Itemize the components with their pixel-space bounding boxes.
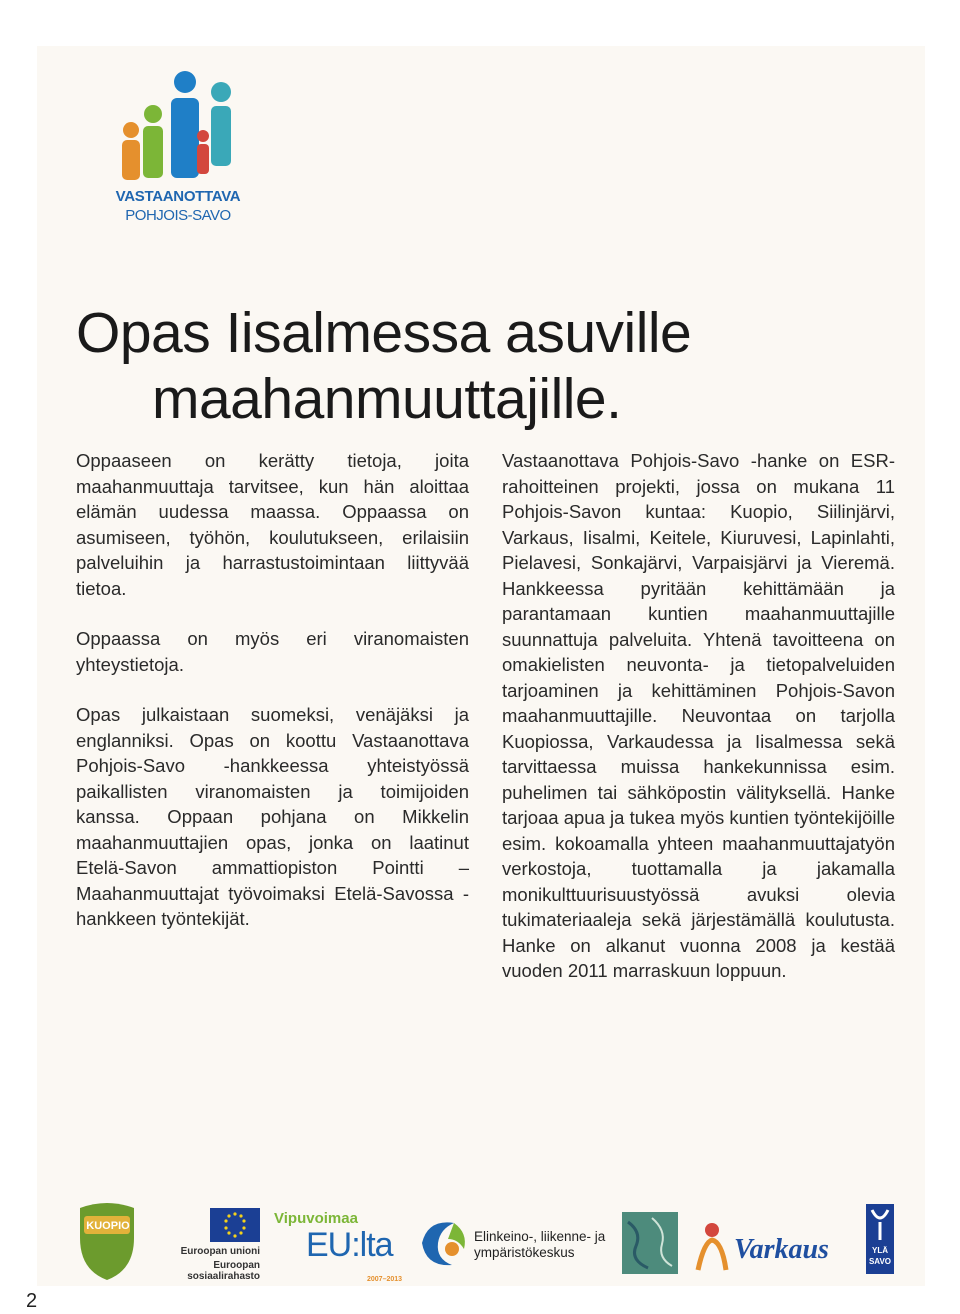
logo-text-line1: VASTAANOTTAVA (115, 188, 241, 205)
page-title (76, 300, 896, 432)
right-column (502, 448, 895, 984)
ely-label-line2: ympäristökeskus (474, 1245, 575, 1260)
ylasavo-label-line2: SAVO (868, 1257, 892, 1266)
ylasavo-label-line1: YLÄ (872, 1246, 888, 1255)
eu-union-label: Euroopan unioni (180, 1246, 260, 1257)
left-paragraph-1: Oppaaseen on kerätty tietoja, joita maahanmuuttaja tarvitsee, kun hän aloittaa elämän uudessa maassa. Oppaassa on asumiseen, työhön, koulutukseen, erilaisiin palveluihin ja harrastustoimintaan liittyvää tietoa. (76, 450, 469, 599)
varkaus-logo (690, 1218, 860, 1278)
title-line2: maahanmuuttajille. (152, 367, 622, 432)
esr-label: Euroopan sosiaalirahasto (187, 1260, 260, 1282)
kuopio-logo (74, 1198, 140, 1282)
eu-flag-icon (210, 1208, 260, 1242)
right-paragraph-1: Vastaanottava Pohjois-Savo -hanke on ESR-rahoitteinen projekti, jossa on mukana 11 Pohjois-Savon kuntaa: Kuopio, Siilinjärvi, Varkaus, Iisalmi, Keitele, Kiuruvesi, Lapinlahti, Pielavesi, Sonkajärvi, Varpaisjärvi ja Vieremä. Hankkeessa pyritään kehittämään ja parantamaan kuntien maahanmuuttajille suunnattuja palveluita. Yhtenä tavoitteena on omakielisten neuvonta- ja tietopalveluiden tarjoaminen ja kehittäminen Pohjois-Savon maahanmuuttajille. Neuvontaa on tarjolla Kuopiossa, Varkaudessa ja Iisalmessa sekä tarvittaessa muissa hankekunnissa esim. puhelimen tai sähköpostin välityksellä. Hanke tarjoaa apua ja tukea myös kuntien työntekijöille esim. kokoamalla yhteen maahanmuuttajatyön verkostoja, tuottamalla ja jakamalla monikulttuurisuustyössä avuksi olevia tukimateriaaleja sekä järjestämällä koulutusta. Hanke on alkanut vuonna 2008 ja kestää vuoden 2011 marraskuun loppuun. (502, 450, 895, 981)
ely-swirl-icon (418, 1215, 470, 1271)
vipuvoimaa-eulta-logo (272, 1210, 407, 1283)
eulta-years: 2007–2013 (367, 1276, 403, 1283)
kuopio-label: KUOPIO (86, 1220, 130, 1232)
left-paragraph-3: Opas julkaistaan suomeksi, venäjäksi ja englanniksi. Opas on koottu Vastaanottava Pohjois-Savo -hankkeessa yhteistyössä paikallisten viranomaisten ja toimijoiden kanssa. Oppaan pohjana on Mikkelin maahanmuuttajien opas, jonka on laatinut Etelä-Savon ammattiopiston Pointti – Maahanmuuttajat työvoimaksi Etelä-Savossa -hankkeen työntekijät. (76, 704, 469, 929)
vipuvoimaa-label: Vipuvoimaa (274, 1210, 358, 1227)
ylasavo-logo (866, 1204, 894, 1274)
ely-centre-logo (418, 1215, 618, 1275)
ylasavo-emblem-icon (866, 1204, 894, 1244)
left-column (76, 448, 469, 932)
varkaus-label: Varkaus (734, 1234, 829, 1265)
partner-logos-footer (0, 1190, 960, 1283)
people-figures-icon (103, 70, 253, 186)
page-number: 2 (26, 1290, 38, 1312)
vastaanottava-pohjois-savo-logo (103, 70, 253, 230)
ely-label-line1: Elinkeino-, liikenne- ja (474, 1229, 606, 1244)
left-paragraph-2: Oppaassa on myös eri viranomaisten yhteystietoja. (76, 628, 469, 675)
logo-text-line2: POHJOIS-SAVO (125, 207, 231, 224)
varkaus-figure-icon (690, 1218, 734, 1274)
eulta-label: EU:lta (306, 1226, 393, 1264)
eu-esr-logo (148, 1208, 268, 1282)
map-icon (622, 1212, 678, 1274)
title-line1: Opas Iisalmessa asuville (76, 301, 692, 366)
kuopio-crest-icon (74, 1198, 140, 1282)
regional-map-logo (622, 1212, 678, 1274)
